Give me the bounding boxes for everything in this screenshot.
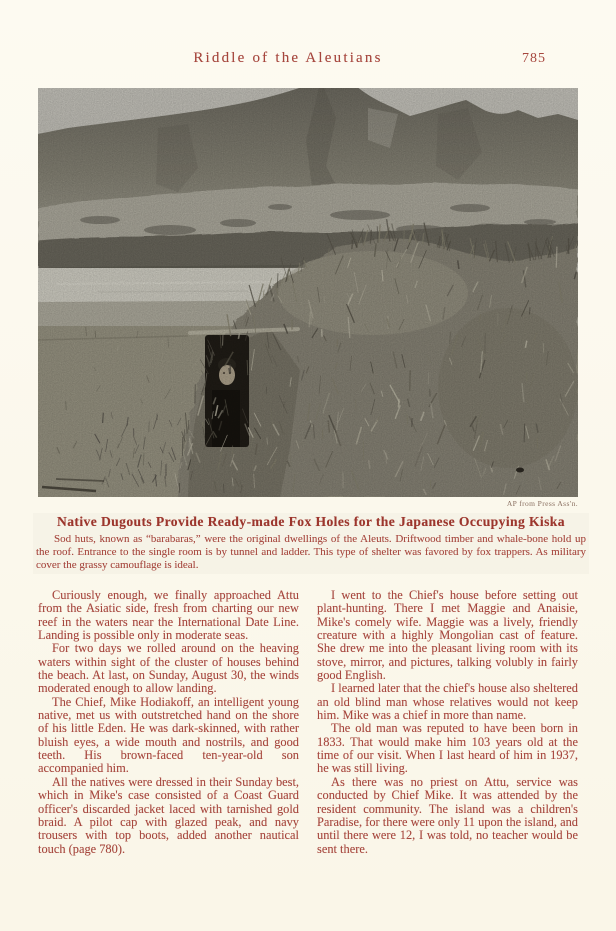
paragraph: The old man was reputed to have been born in 1833. That would make him 103 years old at the time of our visit. When I last heard of him in 1937, he was still living. <box>317 721 578 776</box>
paragraph: I learned later that the chief's house also sheltered an old blind man whose relatives would not keep him. Mike was a chief in more than name. <box>317 681 578 723</box>
paragraph: As there was no priest on Attu, service was conducted by Chief Mike. It was attended by the resident community. The island was a children's Paradise, for there were only 11 upon the island, and until there were 12, I was told, no teacher would be sent there. <box>317 774 578 856</box>
left-column <box>38 589 299 856</box>
paragraph: All the natives were dressed in their Sunday best, which in Mike's case consisted of a Coast Guard officer's discarded jacket laced with tarnished gold braid. A pilot cap with glazed peak, and navy trousers with top boots, added another nautical touch (page 780). <box>38 774 299 856</box>
photo-credit: AP from Press Ass'n. <box>506 499 578 508</box>
body-text <box>38 589 578 856</box>
paragraph: Curiously enough, we finally approached Attu from the Asiatic side, fresh from charting our new reef in the waters near the International Date Line. Landing is possible only in moderate seas. <box>38 588 299 643</box>
page-number: 785 <box>522 51 546 66</box>
photo-barabara-hut <box>38 88 578 497</box>
paragraph: For two days we rolled around on the heaving waters within sight of the cluster of houses behind the beach. At last, on Sunday, August 30, the winds moderated enough to allow landing. <box>38 641 299 696</box>
caption-block <box>33 513 589 574</box>
film-grain-overlay <box>38 88 578 497</box>
caption-heading: Native Dugouts Provide Ready-made Fox Holes for the Japanese Occupying Kiska <box>57 514 565 529</box>
paragraph: The Chief, Mike Hodiakoff, an intelligent young native, met us with outstretched hand on the shore of his little Eden. He was dark-skinned, with rather bluish eyes, a wide mouth and nostrils, and good teeth. His brown-faced ten-year-old son accompanied him. <box>38 694 299 776</box>
page-header <box>38 50 578 70</box>
right-column <box>317 589 578 856</box>
paragraph: I went to the Chief's house before setting out plant-hunting. There I met Maggie and Anaisie, Mike's comely wife. Maggie was a lively, friendly creature with a highly Mongolian cast of feature. She drew me into the pleasant living room with its stove, mirror, and pictures, talking volubly in fairly good English. <box>317 588 578 683</box>
caption-body: Sod huts, known as “barabaras,” were the original dwellings of the Aleuts. Driftwood timber and whale-bone hold up the roof. Entrance to the single room is by tunnel and ladder. This type of shelter was favored by fox trappers. As military cover the grassy camouflage is ideal. <box>36 533 586 572</box>
running-title: Riddle of the Aleutians <box>193 50 383 66</box>
photo-illustration <box>38 88 578 497</box>
